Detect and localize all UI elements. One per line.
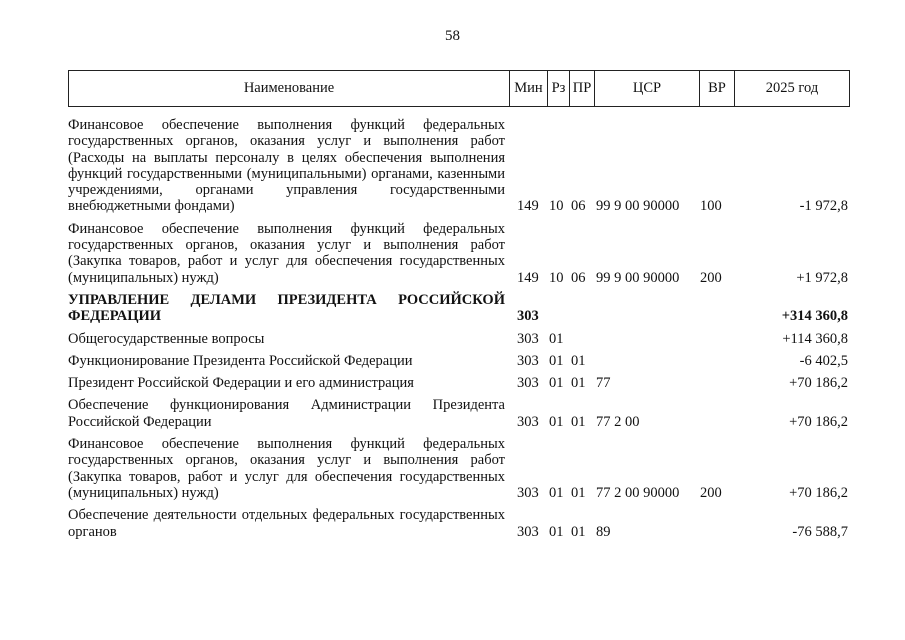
table-row: [68, 375, 850, 391]
row-pr: 01: [571, 352, 586, 369]
header-pr: ПР: [570, 71, 595, 107]
row-csr: 99 9 00 90000: [596, 269, 680, 286]
row-min: 303: [517, 523, 539, 540]
row-amount: -1 972,8: [799, 198, 848, 215]
table-row: [68, 117, 850, 215]
header-vr: ВР: [700, 71, 735, 107]
row-name: Президент Российской Федерации и его администрация: [68, 375, 414, 392]
row-vr: 100: [700, 198, 722, 215]
table-row: [68, 397, 850, 430]
row-pr: 01: [571, 484, 586, 501]
row-min: 149: [517, 198, 539, 215]
row-min: 303: [517, 308, 539, 325]
row-rz: 10: [549, 269, 564, 286]
table-row: [68, 507, 850, 540]
table-row: [68, 292, 850, 325]
row-rz: 01: [549, 352, 564, 369]
row-pr: 01: [571, 375, 586, 392]
row-name: Обеспечение функционирования Администрации Президента Российской Федерации: [68, 397, 505, 430]
table-body: [68, 117, 850, 546]
row-rz: 01: [549, 375, 564, 392]
row-csr: 99 9 00 90000: [596, 198, 680, 215]
row-rz: 01: [549, 484, 564, 501]
row-name: Общегосударственные вопросы: [68, 330, 265, 347]
table-row: [68, 353, 850, 369]
row-csr: 77: [596, 375, 611, 392]
row-vr: 200: [700, 269, 722, 286]
header-rz: Рз: [548, 71, 570, 107]
row-amount: -6 402,5: [799, 352, 848, 369]
header-year: 2025 год: [735, 71, 850, 107]
row-pr: 06: [571, 198, 586, 215]
row-amount: +314 360,8: [781, 308, 848, 325]
header-min: Мин: [510, 71, 548, 107]
row-name: Функционирование Президента Российской Федерации: [68, 352, 413, 369]
row-name: Обеспечение деятельности отдельных федеральных государственных органов: [68, 507, 505, 540]
row-rz: 01: [549, 413, 564, 430]
row-rz: 01: [549, 330, 564, 347]
row-vr: 200: [700, 484, 722, 501]
table-row: [68, 436, 850, 501]
row-name: Финансовое обеспечение выполнения функций федеральных государственных органов, оказания услуг и выполнения работ (Закупка товаров, работ и услуг для обеспечения государственных (муниципальных) нужд): [68, 220, 505, 286]
row-csr: 77 2 00: [596, 413, 640, 430]
row-min: 303: [517, 484, 539, 501]
row-rz: 01: [549, 523, 564, 540]
row-pr: 06: [571, 269, 586, 286]
row-csr: 89: [596, 523, 611, 540]
row-min: 149: [517, 269, 539, 286]
row-min: 303: [517, 352, 539, 369]
header-csr: ЦСР: [595, 71, 700, 107]
row-amount: +70 186,2: [789, 375, 848, 392]
row-rz: 10: [549, 198, 564, 215]
row-min: 303: [517, 413, 539, 430]
row-name: УПРАВЛЕНИЕ ДЕЛАМИ ПРЕЗИДЕНТА РОССИЙСКОЙ ФЕДЕРАЦИИ: [68, 291, 505, 325]
row-amount: +1 972,8: [796, 269, 848, 286]
row-pr: 01: [571, 413, 586, 430]
row-min: 303: [517, 330, 539, 347]
row-pr: 01: [571, 523, 586, 540]
page-number: 58: [445, 28, 460, 44]
row-name: Финансовое обеспечение выполнения функций федеральных государственных органов, оказания услуг и выполнения работ (Закупка товаров, работ и услуг для обеспечения государственных (муниципальных) нужд): [68, 436, 505, 501]
row-csr: 77 2 00 90000: [596, 484, 680, 501]
row-amount: +70 186,2: [789, 484, 848, 501]
row-min: 303: [517, 375, 539, 392]
row-name: Финансовое обеспечение выполнения функций федеральных государственных органов, оказания услуг и выполнения работ (Расходы на выплаты персоналу в целях обеспечения выполнения функций государственными (муниципальными) органами, казенными учреждениями, органами управления государственными внебюджетными фондами): [68, 117, 505, 215]
row-amount: +114 360,8: [782, 330, 848, 347]
header-name: Наименование: [69, 71, 510, 107]
row-amount: +70 186,2: [789, 413, 848, 430]
table-header: [68, 70, 850, 107]
row-amount: -76 588,7: [792, 523, 848, 540]
table-row: [68, 221, 850, 286]
table-row: [68, 331, 850, 347]
